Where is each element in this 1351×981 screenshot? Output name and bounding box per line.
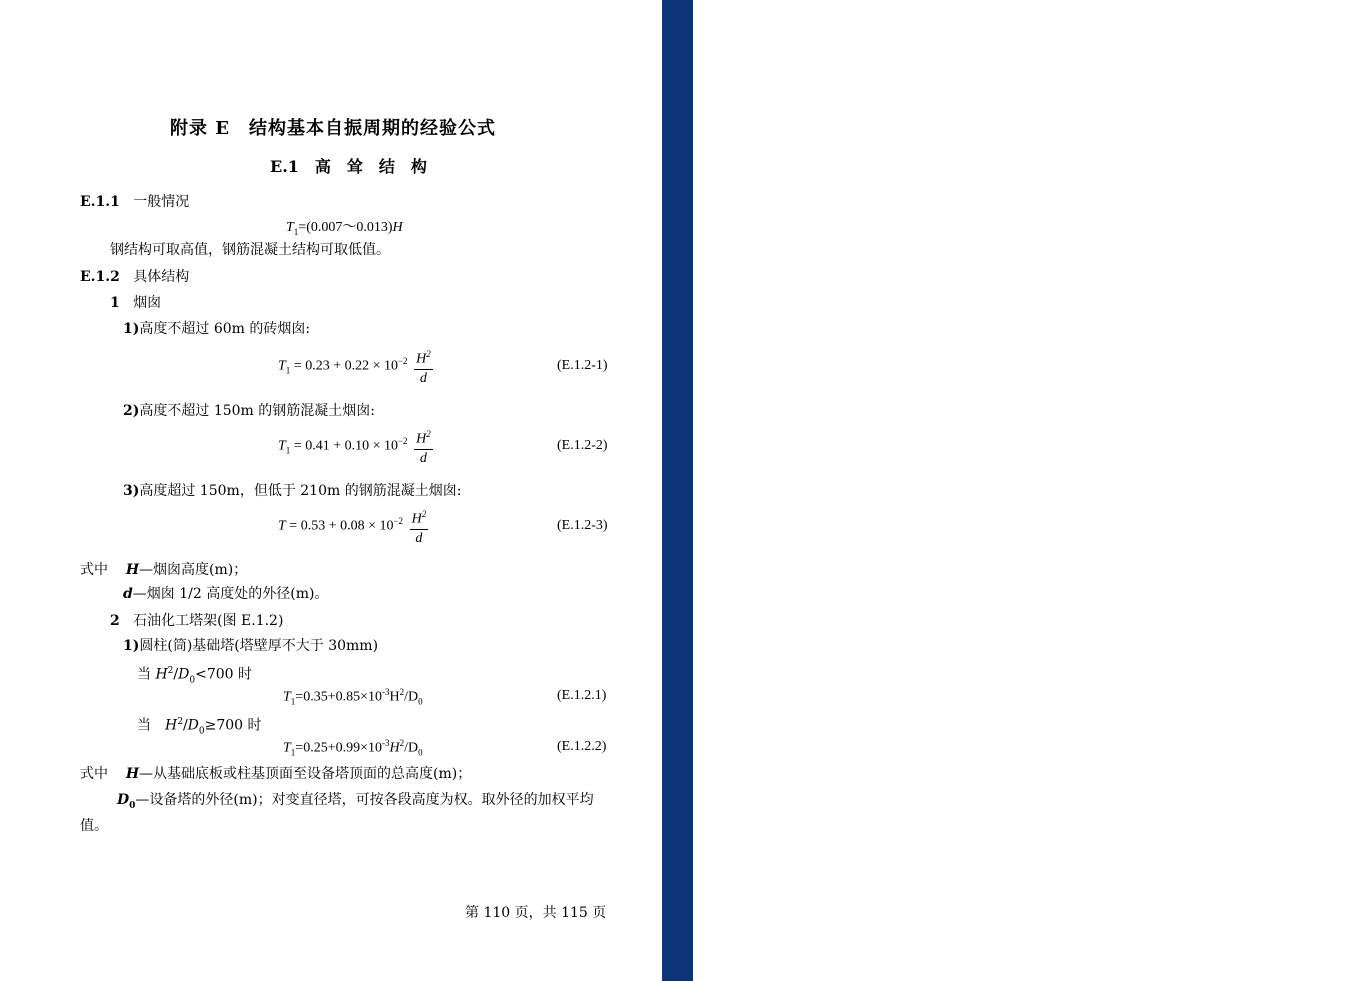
sidebar-doc-code: 资料编号：GB 50009--2001 (1333, 584, 1349, 789)
item-label: 烟囱 (133, 295, 162, 311)
var-t: T (278, 358, 286, 374)
case-3 (123, 482, 461, 500)
sub-1: 1 (293, 226, 299, 237)
sub: 1 (285, 445, 291, 456)
slash: / (182, 717, 188, 734)
expr: =0.35+0.85×10 (295, 689, 382, 705)
equation-e1-2-2-1 (283, 687, 423, 706)
tail-sub: 0 (418, 747, 423, 758)
sub: 1 (290, 696, 296, 707)
clause-e111 (80, 193, 189, 211)
tail2: /D (404, 740, 419, 756)
case-text: 圆柱(筒)基础塔(塔壁厚不大于 30mm) (139, 638, 379, 654)
var-t: T (286, 220, 294, 235)
exp: −2 (393, 515, 404, 526)
var-t: T (283, 689, 291, 705)
fraction (414, 345, 433, 388)
where-var: H (125, 766, 140, 782)
tail-exp: 2 (399, 687, 405, 697)
denominator: d (415, 530, 423, 546)
where-d0 (117, 791, 594, 815)
sub: 1 (285, 365, 291, 376)
condition-2 (137, 713, 262, 740)
sub: 1 (290, 747, 296, 758)
var-h: H (155, 666, 168, 683)
case-number: 1) (123, 638, 140, 654)
case-number: 1) (123, 321, 140, 337)
fraction (410, 505, 429, 548)
general-note: 钢结构可取高值，钢筋混凝土结构可取低值。 (110, 242, 390, 258)
page-footer: 第 110 页，共 115 页 (465, 905, 607, 921)
var-t: T (278, 438, 286, 454)
where-var: H (125, 562, 140, 578)
clause-label: 一般情况 (133, 194, 190, 210)
var-h: H (392, 220, 403, 235)
var-d: D (187, 717, 199, 734)
case-number: 2) (123, 403, 140, 419)
where-var-sub: 0 (129, 800, 136, 811)
condition-1 (137, 662, 252, 689)
case-number: 3) (123, 483, 140, 499)
clause-number: E.1.1 (80, 194, 120, 210)
where-text: —烟囱 1/2 高度处的外径(m)。 (132, 586, 329, 602)
where-prefix: 式中 (80, 766, 108, 782)
case-text: 高度不超过 60m 的砖烟囱: (139, 321, 311, 337)
document-page (0, 0, 662, 981)
where-d0-continued: 值。 (80, 818, 108, 834)
exp: −2 (397, 435, 408, 446)
equation-number: (E.1.2-1) (557, 358, 608, 373)
denominator: d (419, 370, 427, 386)
var-d: D (178, 666, 190, 683)
clause-label: 具体结构 (133, 269, 190, 285)
where-h-tower (80, 765, 471, 783)
exp: 2 (167, 666, 174, 676)
formula-general (286, 216, 403, 237)
equation-e1-2-2-2 (283, 738, 423, 757)
item-1 (110, 294, 161, 312)
cond-post: ≥700 时 (204, 717, 262, 734)
formula-rhs: =(0.007～0.013) (298, 220, 393, 235)
tail: H (389, 689, 400, 705)
exp: -3 (381, 738, 390, 748)
publisher-sidebar (662, 0, 1349, 981)
numerator-exp: 2 (421, 509, 427, 519)
case-1 (123, 320, 310, 338)
exp: −2 (397, 355, 408, 366)
where-text: —烟囱高度(m)； (139, 562, 248, 578)
numerator-exp: 2 (426, 429, 431, 439)
denominator: d (419, 450, 427, 466)
case-4 (123, 637, 378, 655)
case-2 (123, 402, 375, 420)
var-t: T (283, 740, 291, 756)
cond-pre: 当 (137, 666, 156, 683)
cond-post: <700 时 (195, 666, 252, 683)
equation-e1-2-3 (278, 505, 428, 548)
numerator: H (411, 511, 422, 527)
at-icon-bottom: @ (1331, 960, 1347, 978)
tail-sub: 0 (418, 696, 423, 707)
where-d (123, 585, 328, 603)
sidebar-website: www.sinoaec.com (1331, 92, 1347, 233)
equation-e1-2-2 (278, 425, 433, 468)
where-var: D (117, 792, 130, 808)
tail2: /D (404, 689, 419, 705)
numerator: H (416, 431, 427, 447)
sidebar-book-title: 《建筑结构荷载规范》 (1333, 348, 1349, 508)
where-text: —设备塔的外径(m)；对变直径塔，可按各段高度为权。取外径的加权平均 (135, 792, 594, 808)
at-icon-top: @ (1331, 30, 1347, 48)
expr: = 0.53 + 0.08 × 10 (285, 518, 394, 534)
slash: / (173, 666, 179, 683)
expr: = 0.23 + 0.22 × 10 (290, 358, 398, 374)
where-var: d (123, 586, 133, 602)
where-text: —从基础底板或柱基顶面至设备塔顶面的总高度(m)； (139, 766, 472, 782)
sub: 0 (189, 675, 196, 686)
equation-number: (E.1.2.1) (557, 688, 607, 703)
appendix-title: 附录 E 结构基本自振周期的经验公式 (170, 118, 496, 139)
case-text: 高度不超过 150m 的钢筋混凝土烟囱: (139, 403, 375, 419)
equation-number: (E.1.2-3) (557, 518, 608, 533)
where-h (80, 561, 247, 579)
equation-number: (E.1.2-2) (557, 438, 608, 453)
fraction (414, 425, 433, 468)
clause-number: E.1.2 (80, 269, 120, 285)
expr: = 0.41 + 0.10 × 10 (290, 438, 398, 454)
sub: 0 (198, 726, 205, 737)
exp: 2 (177, 717, 183, 727)
item-2 (110, 612, 283, 630)
item-label: 石油化工塔架(图 E.1.2) (133, 613, 284, 629)
cond-pre: 当 (137, 717, 165, 734)
where-prefix: 式中 (80, 562, 108, 578)
exp: -3 (381, 687, 390, 697)
var-t: T (278, 518, 286, 534)
tail-exp: 2 (399, 738, 405, 748)
expr: =0.25+0.99×10 (295, 740, 382, 756)
item-number: 1 (110, 295, 120, 311)
equation-number: (E.1.2.2) (557, 739, 607, 754)
var-h: H (165, 717, 178, 734)
case-text: 高度超过 150m，但低于 210m 的钢筋混凝土烟囱: (139, 483, 462, 499)
numerator: H (416, 351, 427, 367)
tail: H (389, 740, 400, 756)
item-number: 2 (110, 613, 120, 629)
numerator-exp: 2 (426, 349, 431, 359)
section-heading: E.1 高 耸 结 构 (270, 157, 427, 176)
equation-e1-2-1 (278, 345, 433, 388)
clause-e112 (80, 268, 189, 286)
